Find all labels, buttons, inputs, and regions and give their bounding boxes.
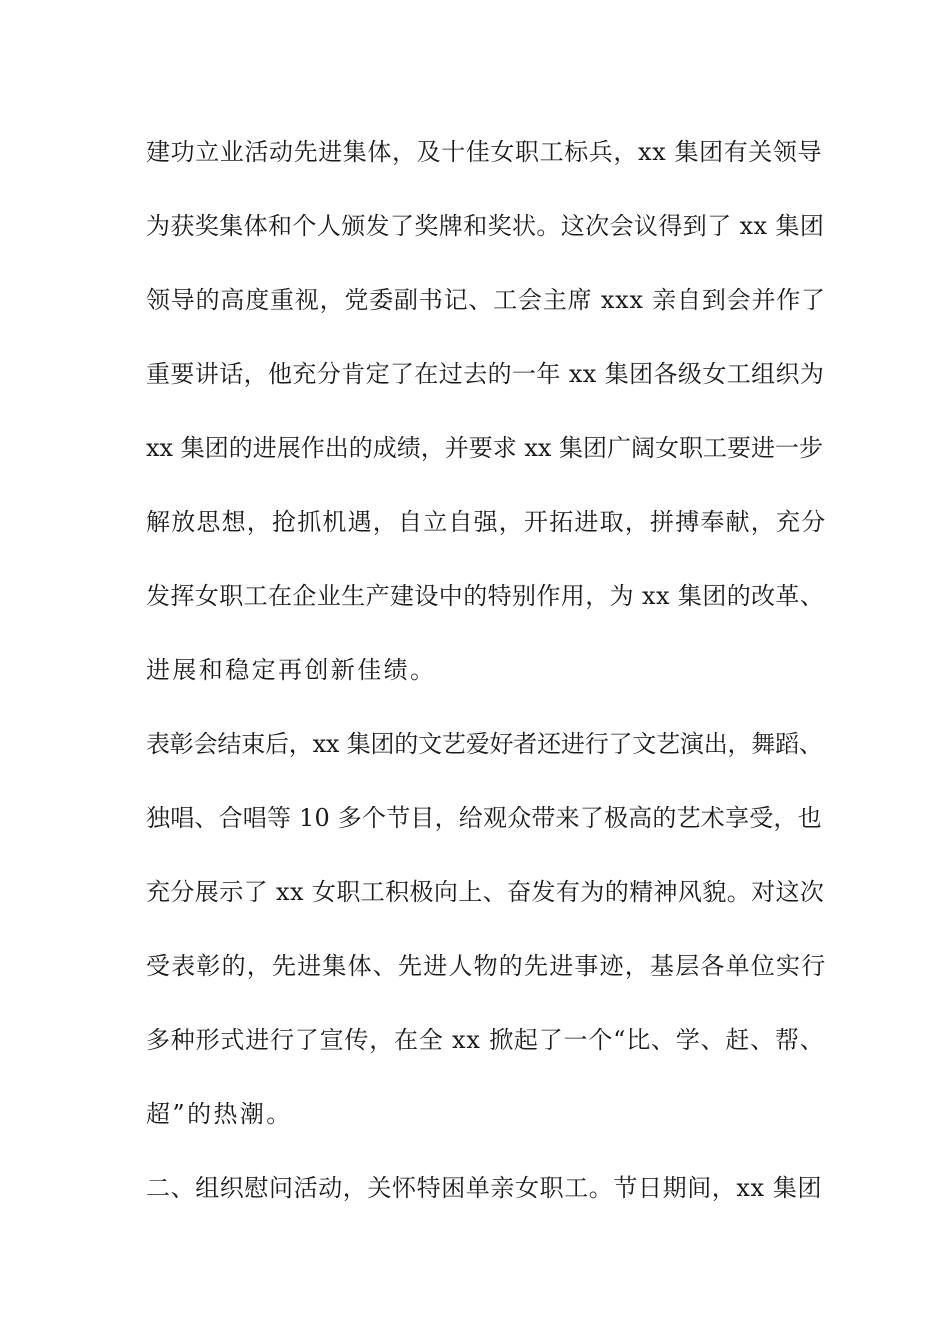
text-line: 重要讲话，他充分肯定了在过去的一年 xx 集团各级女工组织为 [146,360,825,388]
text-line: 充分展示了 xx 女职工积极向上、奋发有为的精神风貌。对这次 [146,878,825,906]
text-line: 解放思想，抢抓机遇，自立自强，开拓进取，拼搏奉献，充分 [146,508,827,536]
text-line: 二、组织慰问活动，关怀特困单亲女职工。节日期间，xx 集团 [146,1174,823,1202]
text-line: xx 集团的进展作出的成绩，并要求 xx 集团广阔女职工要进一步 [146,434,824,462]
text-line: 超”的热潮。 [146,1100,293,1128]
text-line: 多种形式进行了宣传，在全 xx 掀起了一个“比、学、赶、帮、 [146,1026,825,1054]
text-line: 为获奖集体和个人颁发了奖牌和奖状。这次会议得到了 xx 集团 [146,212,825,240]
text-line: 建功立业活动先进集体，及十佳女职工标兵，xx 集团有关领导 [146,138,823,166]
text-line: 发挥女职工在企业生产建设中的特别作用，为 xx 集团的改革、 [146,582,825,610]
text-line: 表彰会结束后，xx 集团的文艺爱好者还进行了文艺演出，舞蹈、 [146,730,823,758]
text-line: 进展和稳定再创新佳绩。 [146,656,437,684]
text-line: 受表彰的，先进集体、先进人物的先进事迹，基层各单位实行 [146,952,827,980]
text-line: 独唱、合唱等 10 多个节目，给观众带来了极高的艺术享受，也 [146,804,822,832]
text-line: 领导的高度重视，党委副书记、工会主席 xxx 亲自到会并作了 [146,286,826,314]
